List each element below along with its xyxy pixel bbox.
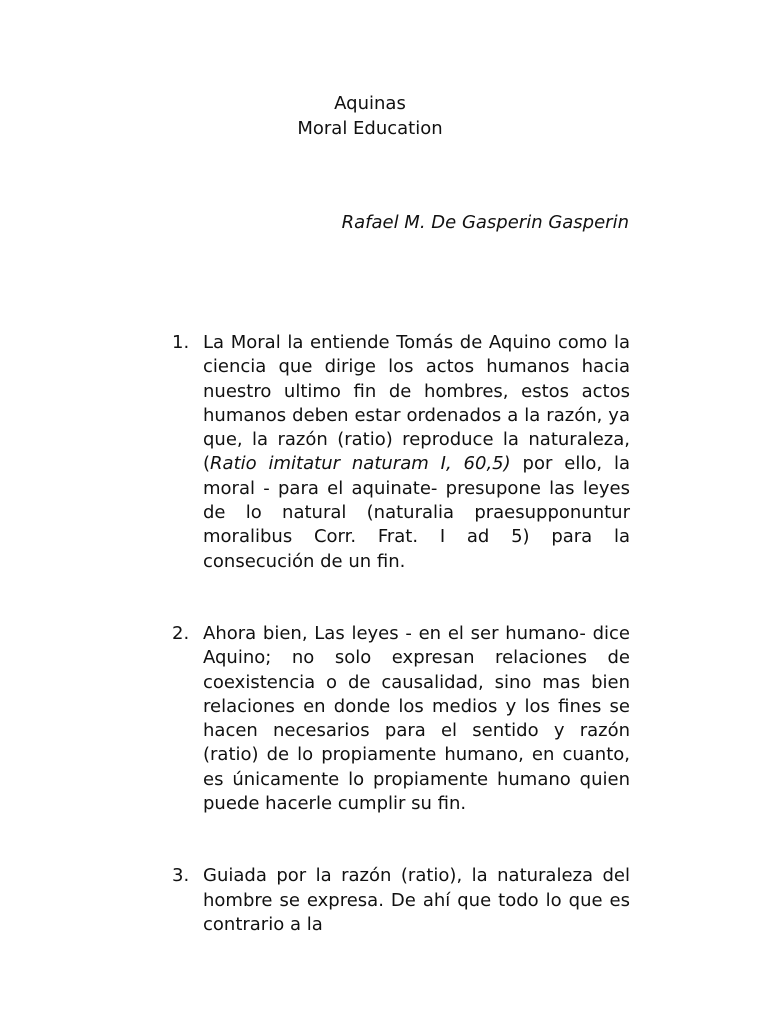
list-item-number: 3. [172,865,190,887]
list-item-text-part: por ello, la moral - para el aquinate- presupone las leyes de lo natural (naturalia praesupponuntur moralibus Corr. Frat. I ad 5) para la consecución de un fin. [203,453,630,572]
list-item-1 [172,331,630,574]
list-item-text: Guiada por la razón (ratio), la naturaleza del hombre se expresa. De ahí que todo lo que es contrario a la [203,865,630,935]
title-line-1: Aquinas [334,93,406,114]
list-item-text [203,331,630,574]
list-item-2 [172,622,630,816]
title-line-2: Moral Education [297,118,443,139]
list-item-number: 2. [172,622,190,644]
list-item-number: 1. [172,332,190,353]
numbered-list [172,331,630,985]
latin-citation: Ratio imitatur naturam I, 60,5) [210,453,511,475]
list-item-3 [172,864,630,937]
list-item-text-part: La Moral la entiende Tomás de Aquino como la ciencia que dirige los actos humanos hacia nuestro ultimo fin de hombres, estos actos humanos deben estar ordenados a la razón, ya que, la razón (ratio) reproduce la naturaleza, ( [203,332,630,475]
author-name: Rafael M. De Gasperin Gasperin [341,212,629,233]
list-item-text: Ahora bien, Las leyes - en el ser humano- dice Aquino; no solo expresan relaciones de coexistencia o de causalidad, sino mas bien relaciones en donde los medios y los fines se hacen necesarios para el sentido y razón (ratio) de lo propiamente humano, en cuanto, es únicamente lo propiamente humano quien puede hacerle cumplir su fin. [203,622,630,815]
document-title [0,91,740,141]
